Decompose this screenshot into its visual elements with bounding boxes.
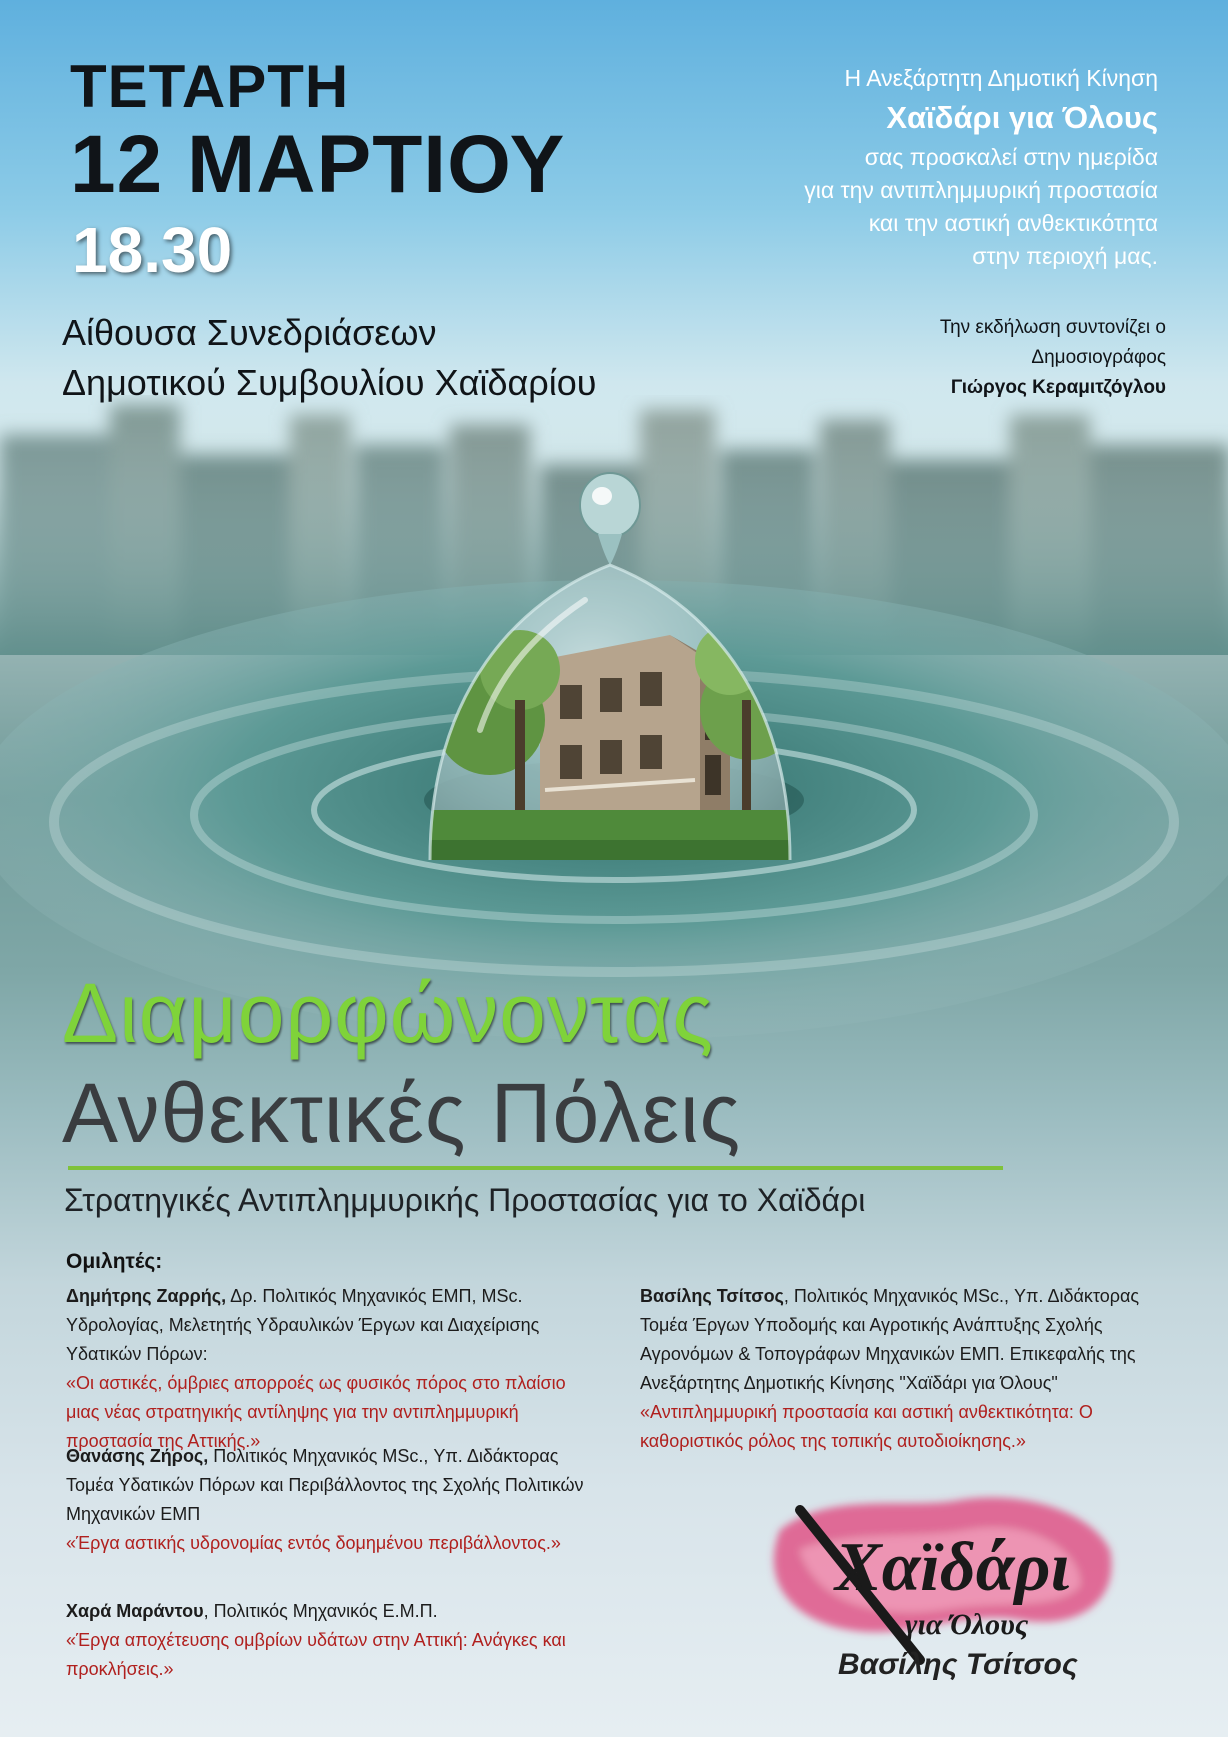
speaker-bio: Πολιτικός Μηχανικός MSc., Υπ. Διδάκτορας Τομέα Υδατικών Πόρων και Περιβάλλοντος της Σχολής Πολιτικών Μηχανικών ΕΜΠ (66, 1446, 584, 1524)
invitation-line-1: Η Ανεξάρτητη Δημοτική Κίνηση (844, 65, 1158, 91)
event-time: 18.30 (72, 214, 233, 286)
invitation-line-2: σας προσκαλεί στην ημερίδα (864, 144, 1158, 170)
invitation-line-4: και την αστική ανθεκτικότητα (868, 210, 1158, 236)
event-day: ΤΕΤΑΡΤΗ (70, 53, 350, 120)
speaker-name: Δημήτρης Ζαρρής, (66, 1286, 227, 1306)
invitation-text (598, 62, 1158, 273)
logo-person-name: Βασίλης Τσίτσος (838, 1648, 1078, 1681)
logo-sub-text: για Όλους (905, 1608, 1029, 1641)
speaker-talk: «Οι αστικές, όμβριες απορροές ως φυσικός πόρος στο πλαίσιο μιας νέας στρατηγικής αντίληψης για την αντιπλημμυρική προστασία της Αττικής.» (66, 1373, 566, 1451)
venue-line-2: Δημοτικού Συμβουλίου Χαϊδαρίου (62, 362, 597, 403)
moderator-block (706, 313, 1166, 403)
speaker-name: Θανάσης Ζήρος, (66, 1446, 209, 1466)
venue-line-1: Αίθουσα Συνεδριάσεων (62, 312, 437, 353)
event-date: 12 ΜΑΡΤΙΟΥ (70, 119, 566, 210)
speaker-bio: , Πολιτικός Μηχανικός Ε.Μ.Π. (203, 1601, 438, 1621)
event-venue (62, 308, 596, 408)
speaker-talk: «Αντιπλημμυρική προστασία και αστική ανθεκτικότητα: Ο καθοριστικός ρόλος της τοπικής αυτοδιοίκησης.» (640, 1402, 1093, 1451)
speaker-name: Χαρά Μαράντου (66, 1601, 204, 1621)
speaker-talk: «Έργα αποχέτευσης ομβρίων υδάτων στην Αττική: Ανάγκες και προκλήσεις.» (66, 1630, 566, 1679)
speaker-bio: Δρ. Πολιτικός Μηχανικός ΕΜΠ, MSc. Υδρολογίας, Μελετητής Υδραυλικών Έργων και Διαχείρισης Υδατικών Πόρων: (66, 1286, 540, 1364)
speaker-item (66, 1442, 596, 1558)
subtitle: Στρατηγικές Αντιπλημμυρικής Προστασίας για το Χαϊδάρι (64, 1182, 866, 1218)
water-drop-icon (370, 470, 850, 910)
speaker-name: Βασίλης Τσίτσος (640, 1286, 784, 1306)
speaker-item (66, 1282, 596, 1456)
speaker-item (640, 1282, 1170, 1456)
speaker-item (66, 1597, 606, 1684)
logo-main-text: Χαϊδάρι (835, 1529, 1070, 1606)
speakers-heading: Ομιλητές: (66, 1250, 163, 1273)
organization-name: Χαϊδάρι για Όλους (886, 100, 1158, 135)
title-underline (68, 1166, 1003, 1170)
invitation-line-5: στην περιοχή μας. (972, 243, 1158, 269)
title-line-2: Ανθεκτικές Πόλεις (62, 1066, 742, 1160)
moderator-name: Γιώργος Κεραμιτζόγλου (950, 377, 1166, 398)
moderator-line-2: Δημοσιογράφος (1031, 347, 1166, 368)
moderator-line-1: Την εκδήλωση συντονίζει ο (939, 317, 1166, 338)
invitation-line-3: για την αντιπλημμυρική προστασία (804, 177, 1158, 203)
speaker-bio: , Πολιτικός Μηχανικός MSc., Υπ. Διδάκτορας Τομέα Έργων Υποδομής και Αγροτικής Ανάπτυξης Σχολής Αγρονόμων & Τοπογράφων Μηχανικών ΕΜΠ. Επικεφαλής της Ανεξάρτητης Δημοτικής Κίνησης "Χαϊδάρι για Όλους" (640, 1286, 1140, 1393)
speaker-talk: «Έργα αστικής υδρονομίας εντός δομημένου περιβάλλοντος.» (66, 1533, 561, 1553)
title-line-1: Διαμορφώνοντας (62, 966, 715, 1060)
